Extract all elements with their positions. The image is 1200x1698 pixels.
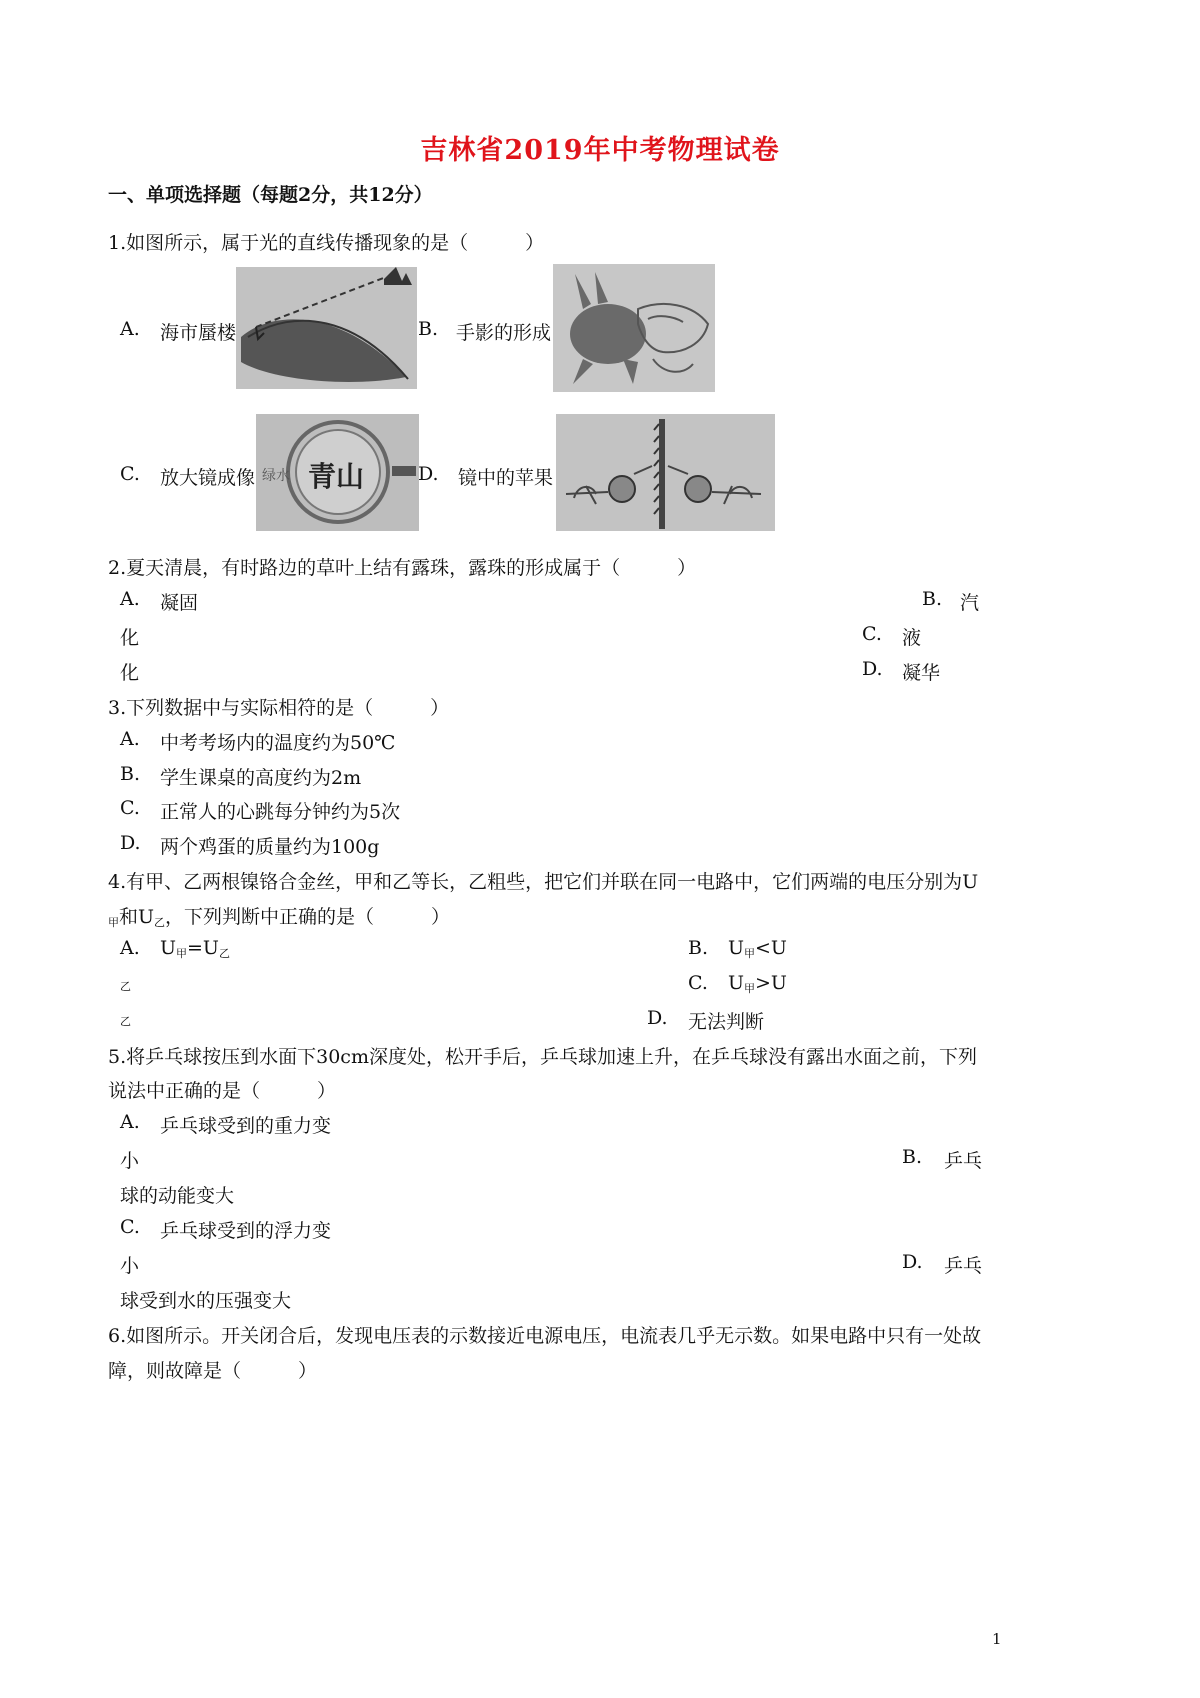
q4-option-c-continuation: 乙 bbox=[120, 1015, 131, 1028]
q2-option-b-letter[interactable]: B. bbox=[922, 588, 943, 610]
q4-b-op: <U bbox=[755, 937, 787, 959]
q3-option-a-letter[interactable]: A. bbox=[120, 728, 140, 750]
q4-c-op: >U bbox=[755, 972, 787, 994]
q4-c-sub1: 甲 bbox=[744, 982, 756, 995]
question-2-stem: 2.夏天清晨，有时路边的草叶上结有露珠，露珠的形成属于（ ） bbox=[108, 557, 697, 579]
q2-option-d-text[interactable]: 凝华 bbox=[902, 662, 941, 684]
question-3-stem: 3.下列数据中与实际相符的是（ ） bbox=[108, 697, 450, 719]
q5-option-c-text[interactable]: 乒乓球受到的浮力变 bbox=[160, 1220, 332, 1242]
q5-option-d-letter[interactable]: D. bbox=[902, 1251, 923, 1273]
q1-option-d-letter[interactable]: D. bbox=[418, 463, 439, 485]
q1-option-c-text[interactable]: 放大镜成像 bbox=[160, 467, 256, 489]
q4-option-a-letter[interactable]: A. bbox=[120, 937, 140, 959]
q2-option-a-text[interactable]: 凝固 bbox=[160, 592, 199, 614]
q2-option-a-letter[interactable]: A. bbox=[120, 588, 140, 610]
q5-option-a-text[interactable]: 乒乓球受到的重力变 bbox=[160, 1115, 332, 1137]
q4-option-b-text[interactable] bbox=[728, 937, 787, 961]
mirror-apple-figure bbox=[556, 414, 775, 531]
q4-option-d-text[interactable]: 无法判断 bbox=[688, 1011, 765, 1033]
q4-a-u: U bbox=[160, 937, 177, 959]
q4-stem-end: ，下列判断中正确的是（ ） bbox=[165, 906, 451, 928]
q3-option-d-letter[interactable]: D. bbox=[120, 832, 141, 854]
question-4-stem-line2 bbox=[108, 902, 450, 930]
q5-option-c-letter[interactable]: C. bbox=[120, 1216, 140, 1238]
section-heading: 一、单项选择题（每题2分，共12分） bbox=[108, 184, 433, 206]
q4-option-c-text[interactable] bbox=[728, 972, 787, 996]
q1-option-c-letter[interactable]: C. bbox=[120, 463, 140, 485]
q4-a-op: =U bbox=[187, 937, 219, 959]
q4-stem-mid: 和U bbox=[119, 906, 155, 928]
q4-option-a-continuation: 乙 bbox=[120, 980, 131, 993]
q2-option-c-continuation: 化 bbox=[120, 662, 140, 684]
q1-option-a-letter[interactable]: A. bbox=[120, 318, 140, 340]
lens-center-text: 青山 bbox=[308, 460, 365, 493]
q4-a-sub1: 甲 bbox=[176, 947, 188, 960]
q5-option-d-continuation: 球受到水的压强变大 bbox=[120, 1290, 292, 1312]
q4-option-b-letter[interactable]: B. bbox=[688, 937, 709, 959]
q2-option-b-continuation: 化 bbox=[120, 627, 140, 649]
question-5-stem-line2: 说法中正确的是（ ） bbox=[108, 1080, 337, 1102]
q3-option-b-letter[interactable]: B. bbox=[120, 763, 141, 785]
q3-option-b-text[interactable]: 学生课桌的高度约为2m bbox=[160, 767, 362, 789]
q1-option-d-text[interactable]: 镜中的苹果 bbox=[458, 467, 554, 489]
q4-sub-yi: 乙 bbox=[154, 916, 166, 929]
q1-option-b-text[interactable]: 手影的形成 bbox=[456, 322, 552, 344]
q2-option-d-letter[interactable]: D. bbox=[862, 658, 883, 680]
q5-option-c-continuation: 小 bbox=[120, 1255, 140, 1277]
q5-option-b-letter[interactable]: B. bbox=[902, 1146, 923, 1168]
q5-option-a-continuation: 小 bbox=[120, 1150, 140, 1172]
q5-option-b-text[interactable]: 乒乓 bbox=[944, 1150, 983, 1172]
q1-option-a-text[interactable]: 海市蜃楼 bbox=[160, 322, 237, 344]
mirage-figure bbox=[236, 267, 417, 389]
q4-b-u: U bbox=[728, 937, 745, 959]
page-number: 1 bbox=[992, 1630, 1002, 1648]
q4-option-a-text[interactable] bbox=[160, 937, 230, 961]
q4-b-sub1: 甲 bbox=[744, 947, 756, 960]
q5-option-b-continuation: 球的动能变大 bbox=[120, 1185, 235, 1207]
question-1-stem: 1.如图所示，属于光的直线传播现象的是（ ） bbox=[108, 232, 545, 254]
q3-option-c-text[interactable]: 正常人的心跳每分钟约为5次 bbox=[160, 801, 401, 823]
q4-c-u: U bbox=[728, 972, 745, 994]
q1-option-b-letter[interactable]: B. bbox=[418, 318, 439, 340]
question-6-stem-line2: 障，则故障是（ ） bbox=[108, 1360, 318, 1382]
q3-option-c-letter[interactable]: C. bbox=[120, 797, 140, 819]
q4-sub-jia: 甲 bbox=[108, 916, 119, 929]
q5-option-d-text[interactable]: 乒乓 bbox=[944, 1255, 983, 1277]
q3-option-d-text[interactable]: 两个鸡蛋的质量约为100g bbox=[160, 836, 380, 858]
question-4-stem-line1: 4.有甲、乙两根镍铬合金丝，甲和乙等长，乙粗些，把它们并联在同一电路中，它们两端的电压分别为U bbox=[108, 871, 979, 893]
magnifier-figure bbox=[256, 414, 419, 531]
q4-option-c-letter[interactable]: C. bbox=[688, 972, 708, 994]
q5-option-a-letter[interactable]: A. bbox=[120, 1111, 140, 1133]
q2-option-b-text[interactable]: 汽 bbox=[960, 592, 980, 614]
q4-a-sub2: 乙 bbox=[218, 947, 230, 960]
question-6-stem-line1: 6.如图所示。开关闭合后，发现电压表的示数接近电源电压，电流表几乎无示数。如果电路中只有一处故 bbox=[108, 1325, 982, 1347]
lens-left-text: 绿水 bbox=[262, 468, 290, 484]
hand-shadow-figure bbox=[553, 264, 715, 392]
q4-option-d-letter[interactable]: D. bbox=[647, 1007, 668, 1029]
q2-option-c-text[interactable]: 液 bbox=[902, 627, 922, 649]
question-5-stem-line1: 5.将乒乓球按压到水面下30cm深度处，松开手后，乒乓球加速上升，在乒乓球没有露出水面之前，下列 bbox=[108, 1046, 977, 1068]
q2-option-c-letter[interactable]: C. bbox=[862, 623, 882, 645]
page-title: 吉林省2019年中考物理试卷 bbox=[420, 135, 780, 166]
q3-option-a-text[interactable]: 中考考场内的温度约为50℃ bbox=[160, 732, 396, 754]
